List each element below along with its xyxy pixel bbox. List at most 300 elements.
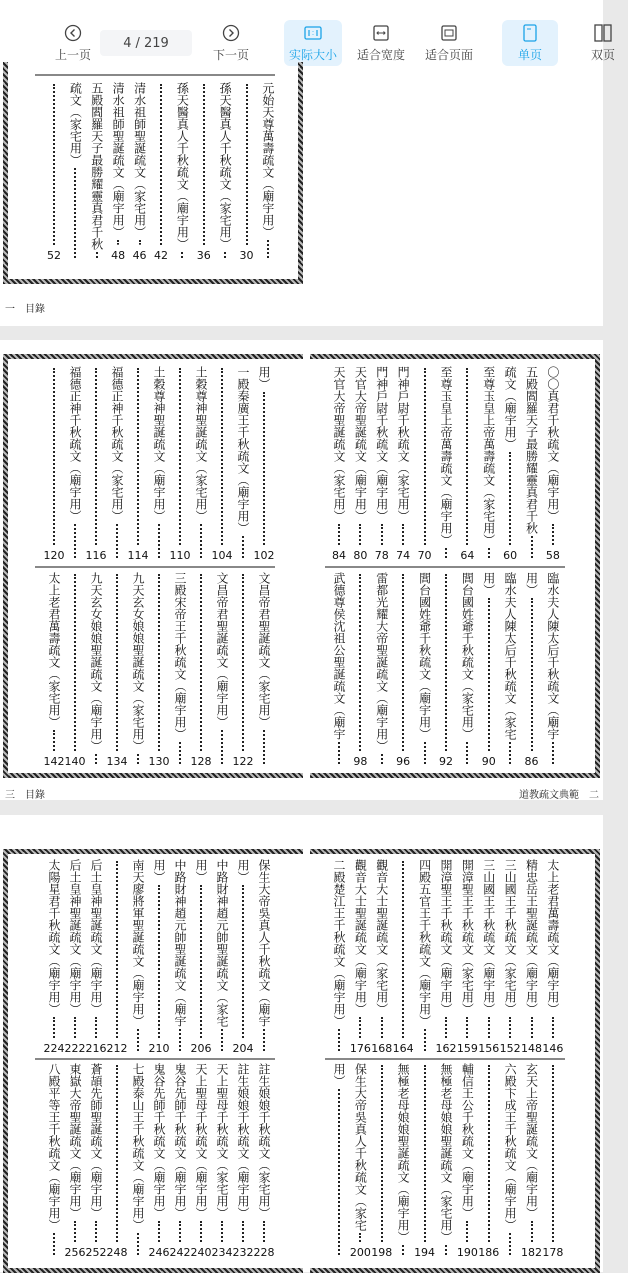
next-page-label: 下一页: [212, 47, 249, 62]
toc-entry-title: 門神戶尉千秋疏文（家宅用）: [396, 366, 411, 522]
toc-entry-title: 文昌帝君聖誕疏文（家宅用）: [257, 572, 271, 728]
toc-entry[interactable]: [234, 859, 252, 1055]
toc-entry[interactable]: [523, 859, 541, 1055]
toc-entry[interactable]: [131, 82, 149, 262]
toc-entry[interactable]: [234, 572, 252, 768]
dot-leader: [53, 730, 55, 751]
toc-entry[interactable]: [458, 859, 476, 1055]
toc-entry[interactable]: [45, 366, 63, 562]
dot-leader: [359, 524, 361, 545]
toc-entry[interactable]: [152, 82, 170, 262]
toc-entry[interactable]: [216, 82, 234, 262]
toc-entry-title: 鬼谷先師千秋疏文（廟宇用）: [152, 1063, 166, 1219]
dot-leader: [203, 84, 205, 245]
single-page-label: 单页: [517, 47, 542, 62]
dot-leader: [509, 742, 511, 764]
dot-leader: [359, 574, 361, 751]
toc-entry[interactable]: [108, 572, 126, 768]
toc-entry[interactable]: [108, 366, 126, 562]
fit-page-button[interactable]: [420, 20, 478, 66]
toc-entry[interactable]: [129, 859, 147, 1055]
dot-leader: [338, 1029, 340, 1051]
dot-leader: [179, 742, 181, 764]
toc-entry-title: 臨水夫人陳太后千秋疏文（廟宇: [545, 572, 560, 740]
toc-entry-title: 疏文（廟宇用）: [503, 366, 518, 450]
divider: [35, 1058, 275, 1060]
toc-entry-title: 六殿卞成王千秋疏文（廟宇用）: [503, 1063, 518, 1231]
dot-leader: [466, 1017, 468, 1038]
toc-entry-page-number: 114: [127, 549, 149, 562]
toc-entry[interactable]: [458, 1063, 476, 1259]
dot-leader: [552, 524, 554, 545]
dot-leader: [221, 1029, 223, 1051]
toc-entry-page-number: 102: [253, 549, 275, 562]
toc-entry-page-number: 30: [239, 249, 254, 262]
toc-entry-title: 天官大帝聖誕疏文（家宅用）: [332, 366, 346, 522]
toc-entry-title: 一殿秦廣王千秋疏文（廟宇用）: [236, 366, 250, 534]
toc-entry[interactable]: [45, 1063, 63, 1259]
toc-entry[interactable]: [437, 366, 455, 562]
toc-entry-page-number: 148: [521, 1042, 543, 1055]
toc-entry-page-number: 120: [43, 549, 65, 562]
toc-entry[interactable]: [523, 572, 541, 768]
toc-entry[interactable]: [87, 366, 105, 562]
actual-size-label: 实际大小: [288, 47, 337, 62]
toc-entry[interactable]: [108, 859, 126, 1055]
dot-leader: [200, 885, 202, 1038]
dot-leader: [359, 1233, 361, 1242]
toc-entry-page-number: 168: [371, 1042, 393, 1055]
toc-entry-title: 至尊玉皇上帝萬壽疏文（家宅用）: [481, 366, 496, 546]
toc-entry-title: 太陽星君千秋疏文（廟宇用）: [47, 859, 61, 1015]
double-page-label: 双页: [590, 47, 615, 62]
dot-leader: [381, 1017, 383, 1038]
toc-entry-page-number: 256: [64, 1246, 86, 1259]
toc-entry[interactable]: [544, 1063, 562, 1259]
toc-entry-title: 五殿閻羅天子最勝耀靈真君千秋: [89, 82, 104, 250]
toc-entry-page-number: 70: [417, 549, 432, 562]
toc-entry[interactable]: [150, 572, 168, 768]
page-spread-2: [0, 340, 603, 800]
toc-entry[interactable]: [255, 572, 273, 768]
toc-entry[interactable]: [523, 366, 541, 562]
toc-entry-title: 門神戶尉千秋疏文（廟宇用）: [374, 366, 389, 522]
dot-leader: [137, 1029, 139, 1051]
toc-entry-page-number: 194: [414, 1246, 436, 1259]
toc-entry-page-number: 212: [106, 1042, 128, 1055]
toc-block: [330, 572, 562, 768]
toc-entry-title: 玄天上帝聖誕疏文（廟宇用）: [524, 1063, 539, 1219]
toc-entry[interactable]: [394, 1063, 412, 1259]
toc-entry[interactable]: [351, 366, 369, 562]
dot-leader: [158, 885, 160, 1038]
dot-leader: [116, 861, 118, 1038]
toc-entry-page-number: 164: [392, 1042, 414, 1055]
dot-leader: [137, 368, 139, 545]
dot-leader: [424, 1065, 426, 1242]
dot-leader: [158, 574, 160, 751]
toc-entry[interactable]: [351, 859, 369, 1055]
toc-entry-title: 蒼頡先師聖誕疏文（廟宇用）: [89, 1063, 103, 1219]
toc-entry-title: 註生娘娘千秋疏文（家宅用）: [257, 1063, 271, 1219]
toc-entry[interactable]: [351, 1063, 369, 1259]
toc-entry[interactable]: [416, 859, 434, 1055]
toc-entry-page-number: 142: [43, 755, 65, 768]
toc-entry[interactable]: [195, 82, 213, 262]
toc-entry-page-number: 64: [460, 549, 475, 562]
toc-entry-title: 東嶽大帝聖誕疏文（廟宇用）: [68, 1063, 82, 1219]
dot-leader: [488, 1017, 490, 1038]
toc-entry[interactable]: [373, 572, 391, 768]
toc-entry-title: 雷都光耀大帝聖誕疏文（廟宇用）: [374, 572, 389, 752]
toc-entry-title: 孫天醫真人千秋疏文（家宅用）: [218, 82, 233, 250]
toc-entry-page-number: 252: [85, 1246, 107, 1259]
toc-entry-title: 閭台國姓爺千秋疏文（廟宇用）: [417, 572, 432, 740]
toc-entry[interactable]: [480, 859, 498, 1055]
toc-entry[interactable]: [66, 366, 84, 562]
dot-leader: [263, 1221, 265, 1242]
toc-entry-page-number: 178: [542, 1246, 564, 1259]
toc-entry[interactable]: [150, 859, 168, 1055]
actual-size-button[interactable]: [284, 20, 342, 66]
toc-entry-title: 開漳聖王千秋疏文（家宅用）: [460, 859, 475, 1015]
toc-entry[interactable]: [87, 859, 105, 1055]
toc-entry[interactable]: [66, 859, 84, 1055]
toc-entry-title: 用）: [194, 859, 208, 883]
page-number-field[interactable]: [100, 30, 192, 56]
prev-page-button[interactable]: [48, 20, 98, 66]
dot-leader: [74, 168, 76, 258]
toc-entry[interactable]: [45, 82, 63, 262]
toc-entry[interactable]: [192, 859, 210, 1055]
toc-entry[interactable]: [458, 572, 476, 768]
toc-entry-page-number: 190: [456, 1246, 478, 1259]
toc-entry[interactable]: [544, 572, 562, 768]
toc-entry-title: 二殿楚江王千秋疏文（廟宇用）: [332, 859, 346, 1027]
toc-entry[interactable]: [192, 1063, 210, 1259]
toc-entry-title: 土穀尊神聖誕疏文（家宅用）: [194, 366, 208, 522]
toc-entry[interactable]: [87, 1063, 105, 1259]
dot-leader: [116, 574, 118, 751]
toc-entry-page-number: 146: [542, 1042, 564, 1055]
toc-entry[interactable]: [480, 572, 498, 768]
page-footer: 一 目錄: [5, 304, 45, 315]
toc-entry[interactable]: [234, 366, 252, 562]
toc-entry-title: 用）: [481, 572, 496, 596]
dot-leader: [74, 1017, 76, 1038]
dot-leader: [179, 368, 181, 545]
dot-leader: [53, 1017, 55, 1038]
toc-entry[interactable]: [171, 572, 189, 768]
dot-leader: [242, 885, 244, 1038]
toc-entry[interactable]: [330, 366, 348, 562]
toc-entry-page-number: 104: [211, 549, 233, 562]
actual-size-icon: [304, 24, 322, 42]
dot-leader: [402, 524, 404, 545]
dot-leader: [509, 1017, 511, 1038]
divider: [325, 566, 565, 568]
toc-entry-page-number: 116: [85, 549, 107, 562]
toc-entry-page-number: 222: [64, 1042, 86, 1055]
toc-entry[interactable]: [544, 859, 562, 1055]
dot-leader: [179, 1221, 181, 1242]
dot-leader: [95, 754, 97, 764]
dot-leader: [509, 452, 511, 545]
toc-entry[interactable]: [458, 366, 476, 562]
toc-block: [45, 859, 273, 1055]
dot-leader: [96, 252, 98, 258]
dot-leader: [402, 1245, 404, 1255]
toc-entry[interactable]: [373, 859, 391, 1055]
toc-entry-title: 註生娘娘千秋疏文（廟宇用）: [236, 1063, 250, 1219]
dot-leader: [338, 742, 340, 764]
toc-entry[interactable]: [480, 366, 498, 562]
toc-entry[interactable]: [192, 572, 210, 768]
toc-entry[interactable]: [213, 1063, 231, 1259]
toc-entry-page-number: 52: [47, 249, 61, 262]
dot-leader: [221, 1221, 223, 1242]
dot-leader: [424, 1029, 426, 1051]
dot-leader: [53, 368, 55, 545]
toc-entry[interactable]: [501, 572, 519, 768]
toc-entry[interactable]: [255, 1063, 273, 1259]
toc-entry[interactable]: [351, 572, 369, 768]
toc-entry-page-number: 92: [438, 755, 453, 768]
dot-leader: [381, 754, 383, 764]
toc-entry[interactable]: [437, 572, 455, 768]
toc-entry-title: 天上聖母千秋疏文（廟宇用）: [194, 1063, 208, 1219]
dot-leader: [445, 548, 447, 558]
toc-entry[interactable]: [394, 366, 412, 562]
toc-entry[interactable]: [238, 82, 256, 262]
toc-entry[interactable]: [480, 1063, 498, 1259]
toc-entry-page-number: 204: [232, 1042, 254, 1055]
toc-entry-page-number: 182: [521, 1246, 543, 1259]
dot-leader: [137, 754, 139, 764]
dot-leader: [531, 598, 533, 751]
toc-entry[interactable]: [501, 1063, 519, 1259]
dot-leader: [95, 1017, 97, 1038]
dot-leader: [488, 1065, 490, 1242]
toc-entry-page-number: 224: [43, 1042, 65, 1055]
toc-entry-title: 用）: [332, 1063, 346, 1087]
dot-leader: [402, 861, 404, 1038]
toc-entry[interactable]: [234, 1063, 252, 1259]
dot-leader: [139, 240, 141, 245]
toc-entry-title: 武德尊侯沈祖公聖誕疏文（廟宇: [332, 572, 346, 740]
dot-leader: [552, 1017, 554, 1038]
page-footer-right: 道教疏文典範 二: [519, 790, 599, 801]
next-page-button[interactable]: [206, 20, 256, 66]
dot-leader: [137, 1233, 139, 1255]
toc-entry-title: 七殿泰山王千秋疏文（廟宇用）: [131, 1063, 145, 1231]
toc-entry-title: 太上老君萬壽疏文（廟宇用）: [545, 859, 560, 1015]
toc-entry-page-number: 80: [353, 549, 368, 562]
toc-entry-page-number: 162: [435, 1042, 457, 1055]
prev-page-label: 上一页: [54, 47, 91, 62]
dot-leader: [246, 84, 248, 245]
toc-entry[interactable]: [171, 859, 189, 1055]
toc-entry-page-number: 242: [169, 1246, 191, 1259]
toc-entry[interactable]: [501, 366, 519, 562]
toc-entry-page-number: 46: [132, 249, 147, 262]
dot-leader: [95, 368, 97, 545]
toc-block: [330, 859, 562, 1055]
toc-entry[interactable]: [171, 366, 189, 562]
toc-entry[interactable]: [501, 859, 519, 1055]
toc-entry-page-number: 86: [524, 755, 539, 768]
toc-entry[interactable]: [213, 366, 231, 562]
toc-entry-title: 用）: [257, 366, 271, 390]
dot-leader: [160, 84, 162, 245]
toc-entry-title: 用）: [236, 859, 250, 883]
toc-entry-page-number: 90: [481, 755, 496, 768]
toc-entry[interactable]: [544, 366, 562, 562]
toc-entry-page-number: 140: [64, 755, 86, 768]
toc-entry[interactable]: [150, 1063, 168, 1259]
dot-leader: [116, 524, 118, 558]
toc-entry[interactable]: [213, 859, 231, 1055]
toc-entry[interactable]: [255, 366, 273, 562]
toc-entry-page-number: 152: [499, 1042, 521, 1055]
dot-leader: [221, 368, 223, 545]
double-page-button[interactable]: [578, 20, 628, 66]
toc-entry-page-number: 186: [478, 1246, 500, 1259]
dot-leader: [424, 368, 426, 545]
dot-leader: [381, 524, 383, 545]
toc-entry-page-number: 96: [396, 755, 411, 768]
dot-leader: [263, 730, 265, 764]
toc-entry[interactable]: [373, 1063, 391, 1259]
toc-entry-title: 三殿宋帝王千秋疏文（廟宇用）: [173, 572, 187, 740]
dot-leader: [402, 574, 404, 751]
toc-entry[interactable]: [213, 572, 231, 768]
chevron-right-circle-icon: [222, 24, 240, 42]
toc-entry-page-number: 98: [353, 755, 368, 768]
toc-entry-title: 八殿平等王千秋疏文（廟宇用）: [47, 1063, 61, 1231]
dot-leader: [74, 524, 76, 558]
toc-entry[interactable]: [129, 1063, 147, 1259]
dot-leader: [445, 1245, 447, 1255]
fit-width-button[interactable]: [352, 20, 410, 66]
dot-leader: [531, 1017, 533, 1038]
dot-leader: [242, 536, 244, 558]
toc-block: [45, 366, 273, 562]
fit-width-icon: [372, 24, 390, 42]
toc-entry[interactable]: [394, 572, 412, 768]
toc-entry[interactable]: [129, 366, 147, 562]
toc-entry[interactable]: [416, 1063, 434, 1259]
toc-entry-title: 輔信王公千秋疏文（廟宇用）: [460, 1063, 475, 1219]
toc-entry[interactable]: [416, 366, 434, 562]
single-page-button[interactable]: [502, 20, 558, 66]
toc-entry-page-number: 156: [478, 1042, 500, 1055]
toc-entry[interactable]: [45, 572, 63, 768]
toc-entry[interactable]: [330, 859, 348, 1055]
double-page-icon: [594, 24, 612, 42]
toc-entry-title: 四殿五官王千秋疏文（廟宇用）: [417, 859, 432, 1027]
toc-entry[interactable]: [523, 1063, 541, 1259]
dot-leader: [445, 1017, 447, 1038]
dot-leader: [95, 1221, 97, 1242]
dot-leader: [200, 524, 202, 558]
toc-entry[interactable]: [416, 572, 434, 768]
toc-entry-title: 保生大帝吳真人千秋疏文（家宅: [353, 1063, 368, 1231]
toc-entry[interactable]: [66, 572, 84, 768]
toc-block: [45, 82, 277, 262]
toc-entry[interactable]: [109, 82, 127, 262]
toc-entry[interactable]: [330, 1063, 348, 1259]
toc-entry-title: 無極老母娘娘聖誕疏文（家宅用）: [438, 1063, 453, 1243]
toc-block: [330, 366, 562, 562]
toc-entry[interactable]: [45, 859, 63, 1055]
dot-leader: [263, 392, 265, 545]
toc-entry-title: 精忠岳王聖誕疏文（廟宇用）: [524, 859, 539, 1015]
toc-entry[interactable]: [437, 859, 455, 1055]
dot-leader: [242, 1221, 244, 1242]
toc-entry[interactable]: [437, 1063, 455, 1259]
toc-entry-title: 三山國王千秋疏文（廟宇用）: [481, 859, 496, 1015]
dot-leader: [158, 524, 160, 558]
toc-block: [45, 1063, 273, 1259]
dot-leader: [263, 1029, 265, 1051]
toc-entry[interactable]: [173, 82, 191, 262]
toc-entry[interactable]: [108, 1063, 126, 1259]
toc-entry-page-number: 74: [396, 549, 411, 562]
toc-entry-title: 中路財神趙元帥聖誕疏文（家宅: [215, 859, 229, 1027]
toc-entry[interactable]: [394, 859, 412, 1055]
toc-entry[interactable]: [129, 572, 147, 768]
toc-entry-title: 中路財神趙元帥聖誕疏文（廟宇: [173, 859, 187, 1027]
current-page-input[interactable]: 4: [123, 35, 132, 51]
dot-leader: [338, 524, 340, 545]
toc-entry-title: 保生大帝吳真人千秋疏文（廟宇: [257, 859, 271, 1027]
toc-entry-page-number: 234: [211, 1246, 233, 1259]
toc-entry[interactable]: [88, 82, 106, 262]
toc-entry-page-number: 134: [106, 755, 128, 768]
toc-entry-page-number: 130: [148, 755, 170, 768]
toc-entry-title: 觀音大士聖誕疏文（廟宇用）: [353, 859, 368, 1015]
toc-entry[interactable]: [373, 366, 391, 562]
toc-entry-page-number: 60: [503, 549, 518, 562]
toc-entry[interactable]: [330, 572, 348, 768]
toc-entry-title: 鬼谷先師千秋疏文（廟宇用）: [173, 1063, 187, 1219]
page-spread-3: [0, 815, 603, 1272]
toc-entry-title: 孫天醫真人千秋疏文（廟宇用）: [175, 82, 190, 250]
dot-leader: [117, 240, 119, 245]
toc-entry-title: 土穀尊神聖誕疏文（廟宇用）: [152, 366, 166, 522]
toc-entry[interactable]: [171, 1063, 189, 1259]
toc-entry[interactable]: [66, 1063, 84, 1259]
toc-entry[interactable]: [255, 859, 273, 1055]
dot-leader: [74, 574, 76, 751]
toc-entry-title: 三山國王千秋疏文（家宅用）: [503, 859, 518, 1015]
toc-entry[interactable]: [192, 366, 210, 562]
toc-entry-page-number: 246: [148, 1246, 170, 1259]
toc-entry[interactable]: [150, 366, 168, 562]
toc-entry[interactable]: [66, 82, 84, 262]
toc-entry-title: 觀音大士聖誕疏文（家宅用）: [374, 859, 389, 1015]
toc-entry[interactable]: [87, 572, 105, 768]
divider: [35, 566, 275, 568]
toc-entry-title: 福德正神千秋疏文（家宅用）: [110, 366, 124, 522]
dot-leader: [200, 574, 202, 751]
fit-page-label: 适合页面: [424, 47, 473, 62]
toc-entry-title: 五殿閻羅天子最勝耀靈真君千秋: [524, 366, 539, 534]
toc-entry-title: 天官大帝聖誕疏文（廟宇用）: [353, 366, 368, 522]
toc-entry[interactable]: [259, 82, 277, 262]
toc-entry-page-number: 240: [190, 1246, 212, 1259]
